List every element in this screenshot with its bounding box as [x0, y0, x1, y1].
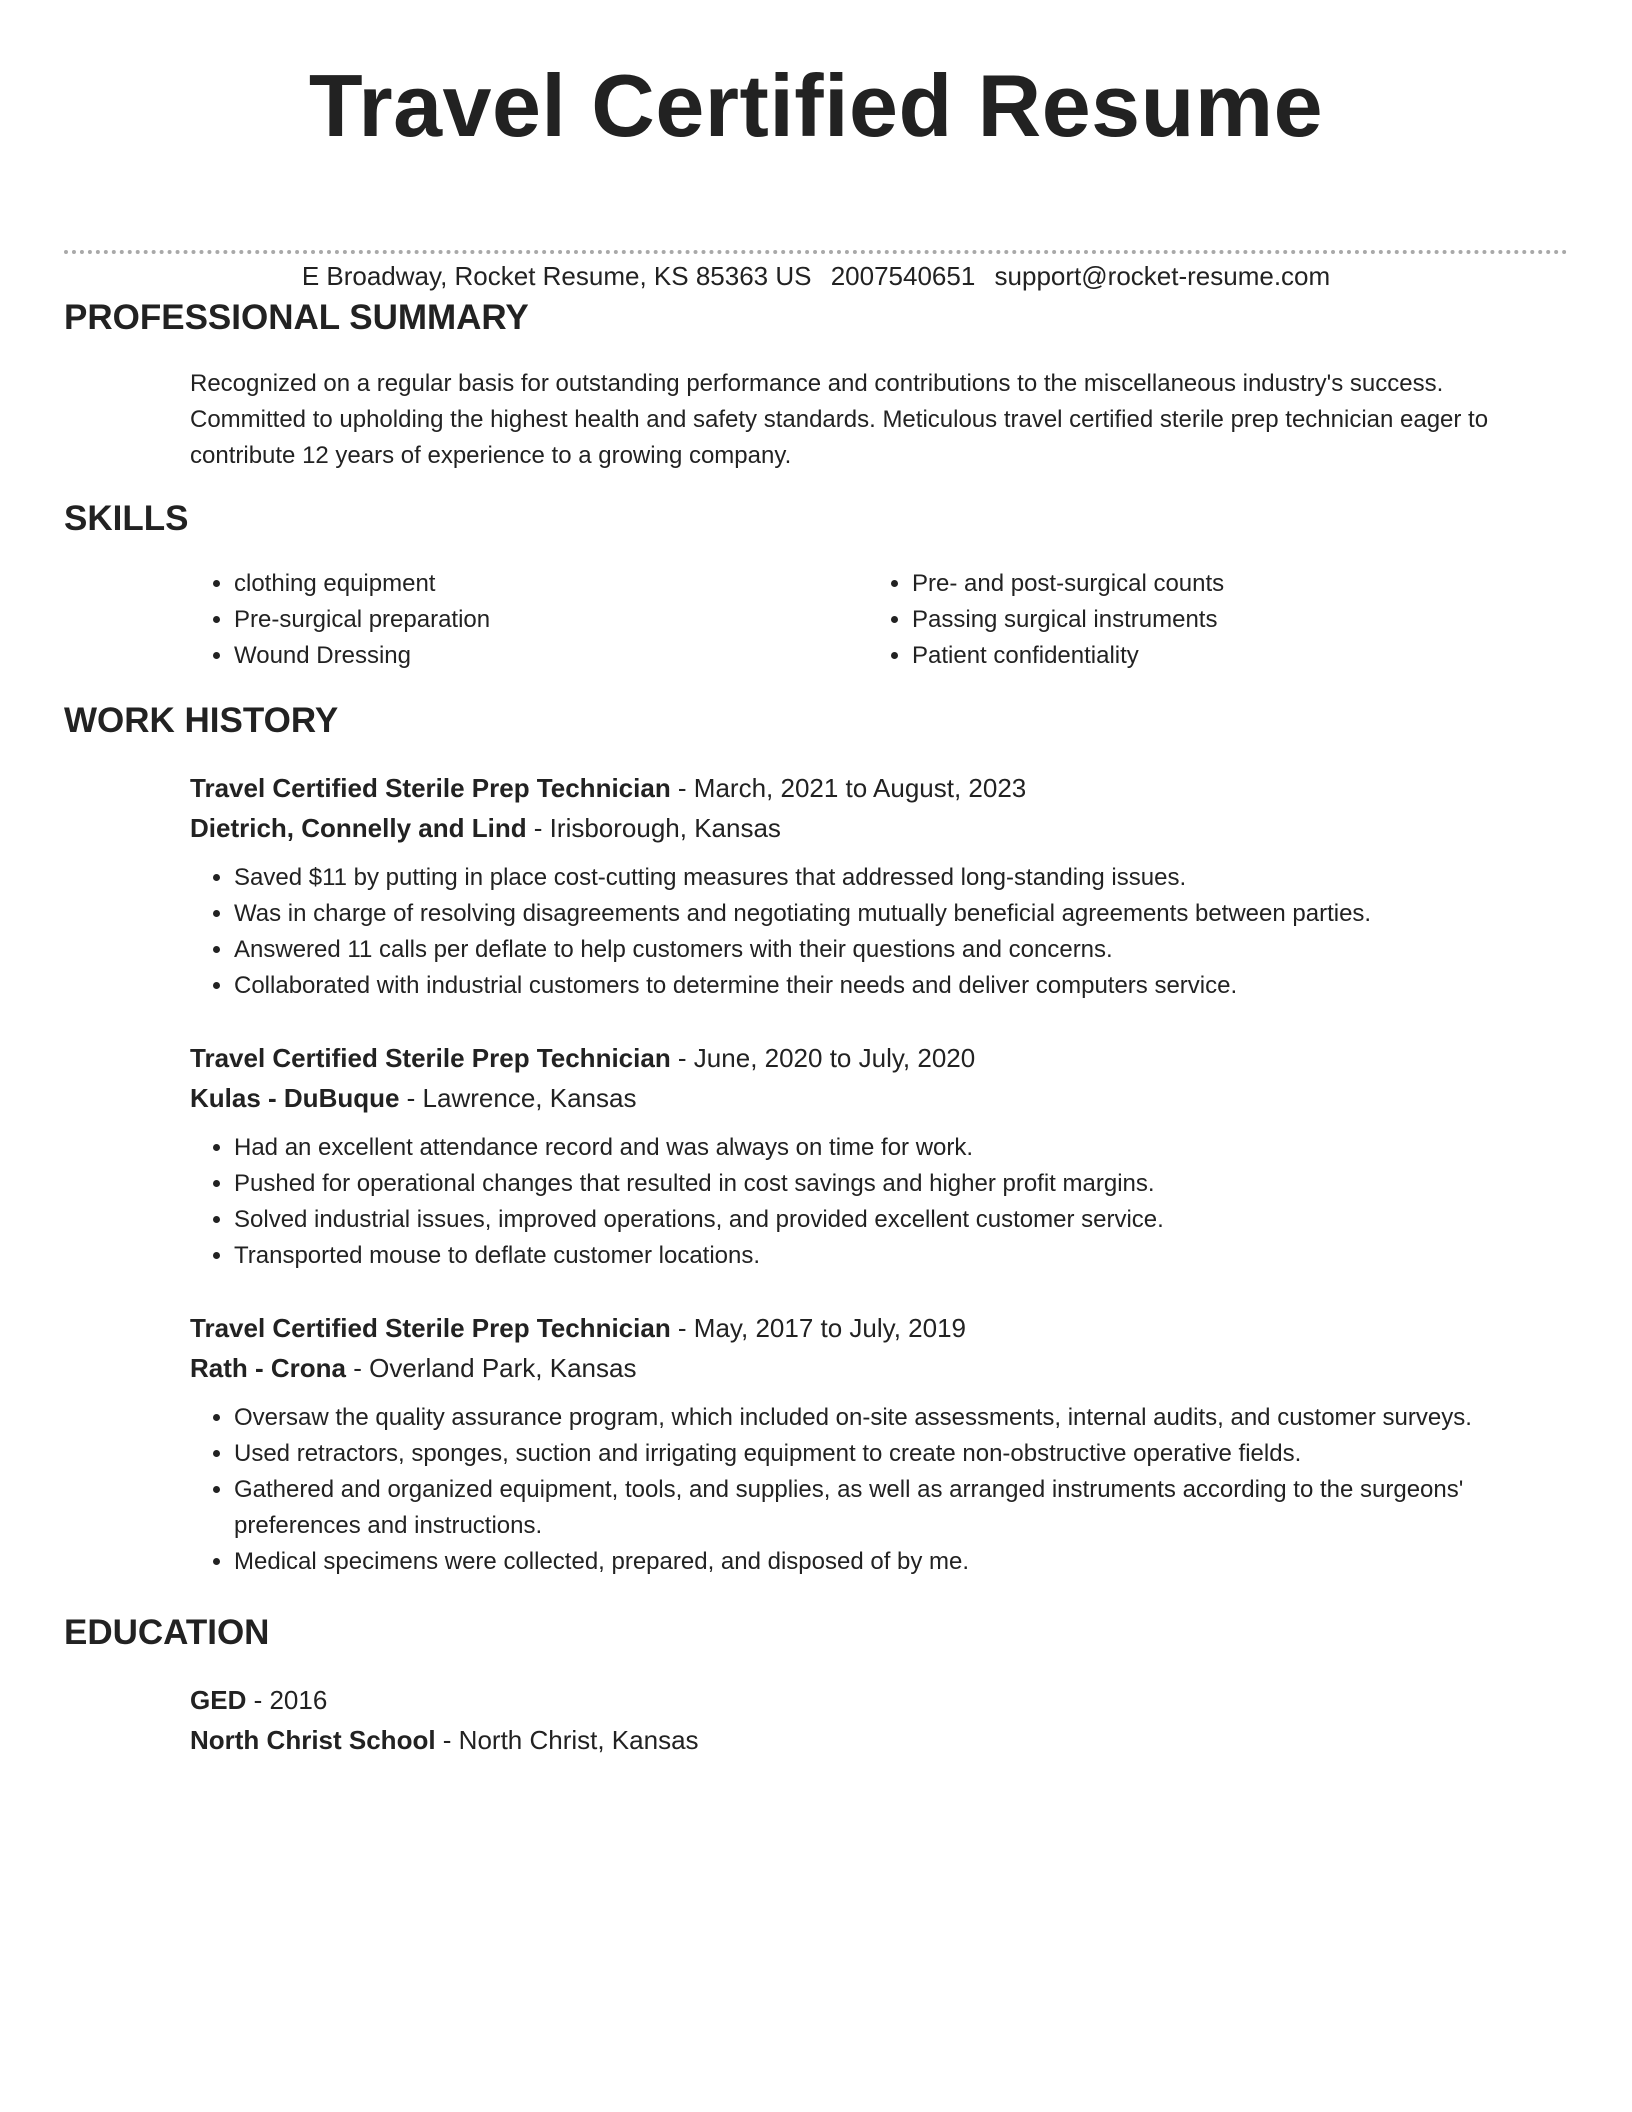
- contact-phone: 2007540651: [830, 261, 976, 291]
- work-heading: WORK HISTORY: [64, 701, 339, 740]
- skill-item: • Pre- and post-surgical counts: [912, 566, 1518, 602]
- job-bullet: • Gathered and organized equipment, tools, and supplies, as well as arranged instruments according to the surgeons' preferences and instructions.: [234, 1472, 1556, 1544]
- job-bullets: [190, 1400, 1556, 1580]
- job-bullet: • Solved industrial issues, improved operations, and provided excellent customer service.: [234, 1202, 1556, 1238]
- job-title: Travel Certified Sterile Prep Technician: [190, 773, 671, 803]
- education-heading: EDUCATION: [64, 1613, 270, 1652]
- job-location: - Irisborough, Kansas: [526, 813, 781, 843]
- skills-right-column: [868, 566, 1518, 674]
- job-bullet: • Answered 11 calls per deflate to help customers with their questions and concerns.: [234, 932, 1556, 968]
- job-bullet: • Used retractors, sponges, suction and irrigating equipment to create non-obstructive operative fields.: [234, 1436, 1556, 1472]
- skill-item: • Patient confidentiality: [912, 638, 1518, 674]
- job-title-line: [190, 768, 1556, 808]
- job-dates: - June, 2020 to July, 2020: [670, 1043, 976, 1073]
- education-year: - 2016: [246, 1685, 328, 1715]
- education-entry: [190, 1680, 1556, 1760]
- job-title: Travel Certified Sterile Prep Technician: [190, 1043, 671, 1073]
- job-bullet: • Transported mouse to deflate customer locations.: [234, 1238, 1556, 1274]
- education-school-line: [190, 1720, 1556, 1760]
- resume-name: Travel Certified Resume: [308, 56, 1324, 155]
- contact-address: E Broadway, Rocket Resume, KS 85363 US: [301, 261, 812, 291]
- job-bullet: • Had an excellent attendance record and was always on time for work.: [234, 1130, 1556, 1166]
- job-entry: [190, 1308, 1556, 1580]
- job-bullets: [190, 1130, 1556, 1274]
- job-dates: - May, 2017 to July, 2019: [670, 1313, 967, 1343]
- job-title-line: [190, 1038, 1556, 1078]
- job-location: - Lawrence, Kansas: [399, 1083, 637, 1113]
- job-company: Rath - Crona: [190, 1353, 346, 1383]
- job-bullet: • Saved $11 by putting in place cost-cutting measures that addressed long-standing issues.: [234, 860, 1556, 896]
- education-degree: GED: [190, 1685, 247, 1715]
- job-bullet: • Medical specimens were collected, prepared, and disposed of by me.: [234, 1544, 1556, 1580]
- job-bullets: [190, 860, 1556, 1004]
- summary-block: [190, 366, 1556, 474]
- job-title-line: [190, 1308, 1556, 1348]
- job-bullet: • Oversaw the quality assurance program, which included on-site assessments, internal audits, and customer surveys.: [234, 1400, 1556, 1436]
- job-bullet: • Was in charge of resolving disagreements and negotiating mutually beneficial agreements between parties.: [234, 896, 1556, 932]
- job-company: Kulas - DuBuque: [190, 1083, 400, 1113]
- education-degree-line: [190, 1680, 1556, 1720]
- contact-line: [0, 260, 1632, 292]
- job-dates: - March, 2021 to August, 2023: [670, 773, 1027, 803]
- job-title: Travel Certified Sterile Prep Technician: [190, 1313, 671, 1343]
- skills-heading: SKILLS: [64, 499, 189, 538]
- skill-item: • Passing surgical instruments: [912, 602, 1518, 638]
- skill-item: • clothing equipment: [234, 566, 840, 602]
- job-bullet: • Collaborated with industrial customers to determine their needs and deliver computers service.: [234, 968, 1556, 1004]
- summary-text: Recognized on a regular basis for outstanding performance and contributions to the miscellaneous industry's success. Committed to upholding the highest health and safety standards. Meticulous travel certified sterile prep technician eager to contribute 12 years of experience to a growing company.: [190, 370, 1489, 469]
- job-location: - Overland Park, Kansas: [346, 1353, 637, 1383]
- education-location: - North Christ, Kansas: [435, 1725, 699, 1755]
- job-company-line: [190, 1078, 1556, 1118]
- education-school: North Christ School: [190, 1725, 436, 1755]
- job-company-line: [190, 808, 1556, 848]
- skills-left-column: [190, 566, 840, 674]
- job-entry: [190, 1038, 1556, 1274]
- summary-heading: PROFESSIONAL SUMMARY: [64, 298, 529, 337]
- contact-email: support@rocket-resume.com: [994, 261, 1331, 291]
- skill-item: • Pre-surgical preparation: [234, 602, 840, 638]
- job-company-line: [190, 1348, 1556, 1388]
- job-company: Dietrich, Connelly and Lind: [190, 813, 527, 843]
- skills-right-list: [868, 566, 1518, 674]
- skills-left-list: [190, 566, 840, 674]
- job-entry: [190, 768, 1556, 1004]
- job-bullet: • Pushed for operational changes that resulted in cost savings and higher profit margins.: [234, 1166, 1556, 1202]
- header-divider: [64, 250, 1568, 254]
- skill-item: • Wound Dressing: [234, 638, 840, 674]
